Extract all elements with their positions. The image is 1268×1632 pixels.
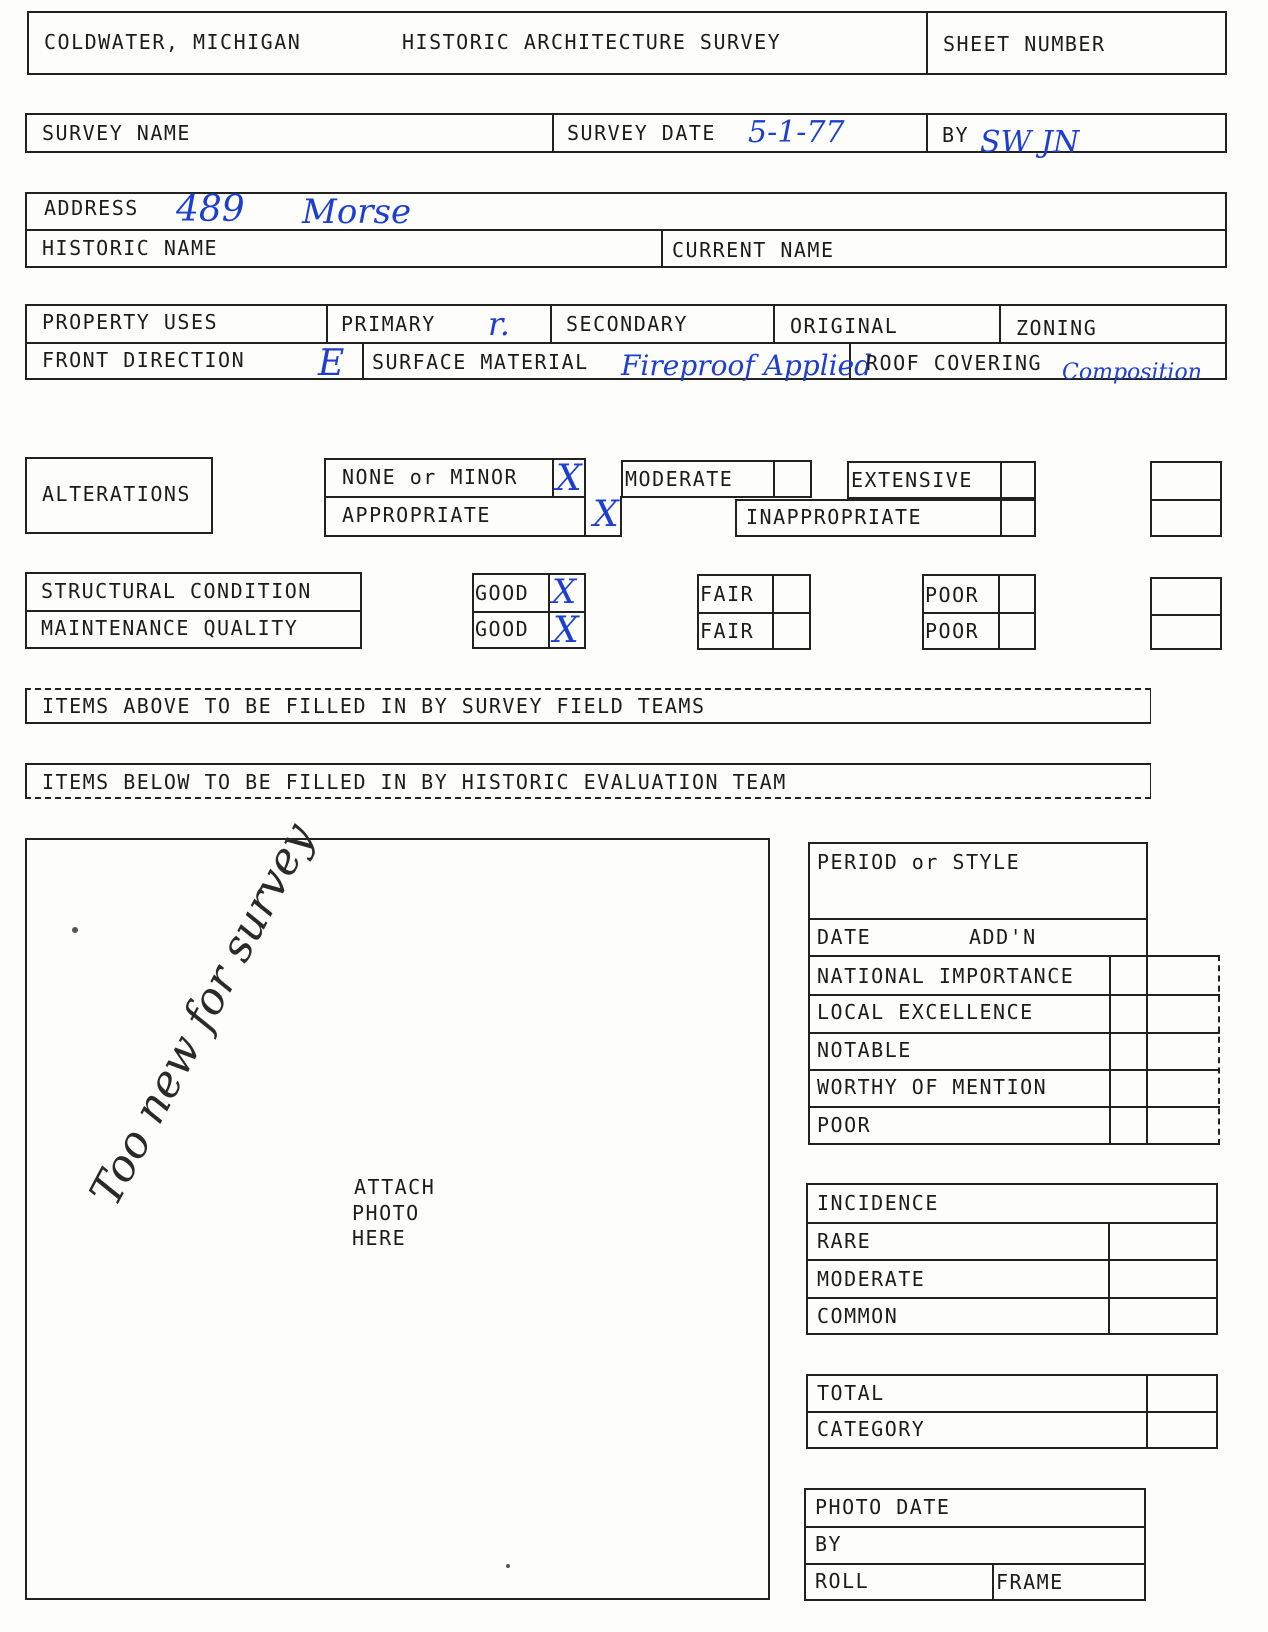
property-div-5 [362,342,364,380]
appropriate-mark[interactable]: X [593,494,619,535]
none-minor-mark[interactable]: X [556,458,582,499]
national-importance-label: NATIONAL IMPORTANCE [817,964,1075,988]
eval-score-divider [1109,955,1111,1145]
date-label: DATE [817,925,872,949]
paper-speck-2 [506,1564,510,1568]
roll-frame-divider [992,1563,994,1601]
total-label: TOTAL [817,1381,885,1405]
condition-label-divider [25,610,362,612]
survey-divider-1 [552,113,554,153]
header-city: COLDWATER, MICHIGAN [44,30,302,54]
structural-fair-label: FAIR [700,582,755,606]
property-uses-label: PROPERTY USES [42,310,219,334]
roof-covering-label: ROOF COVERING [866,351,1043,375]
inappropriate-label: INAPPROPRIATE [746,505,923,529]
photo-date-label: PHOTO DATE [815,1495,951,1519]
header-divider [926,11,928,75]
note-above: ITEMS ABOVE TO BE FILLED IN BY SURVEY FIELD TEAMS [42,694,706,718]
maintenance-good-mark[interactable]: X [553,610,579,651]
incidence-div-1 [806,1222,1218,1224]
eval-div-local [808,1032,1220,1034]
none-minor-label: NONE or MINOR [342,465,519,489]
front-direction-label: FRONT DIRECTION [42,348,246,372]
structural-poor-label: POOR [925,583,980,607]
eval-div-date [808,955,1220,957]
good-check-divider [548,573,550,649]
moderate-check-divider [773,460,775,498]
incidence-div-2 [806,1259,1218,1261]
surface-material-value[interactable]: Fireproof Applied [621,349,873,382]
property-div-1 [326,304,328,342]
note-below: ITEMS BELOW TO BE FILLED IN BY HISTORIC EVALUATION TEAM [42,770,787,794]
poor-row-divider [922,612,1036,614]
eval-div-notable [808,1069,1220,1071]
sheet-number-label: SHEET NUMBER [943,32,1106,56]
none-minor-check-divider [552,458,554,496]
address-label: ADDRESS [44,196,139,220]
photo-info-div-1 [804,1526,1146,1528]
eval-div-period [808,918,1148,920]
header-title: HISTORIC ARCHITECTURE SURVEY [402,30,782,54]
current-name-divider [661,229,663,268]
survey-by-label: BY [942,123,970,147]
roll-label: ROLL [815,1569,870,1593]
property-div-3 [773,304,775,342]
maintenance-quality-label: MAINTENANCE QUALITY [41,616,299,640]
front-direction-value[interactable]: E [318,343,345,384]
notable-label: NOTABLE [817,1038,912,1062]
attach-photo-line3: HERE [352,1226,407,1250]
none-minor-row-divider [324,496,586,498]
total-row-divider [806,1411,1218,1413]
survey-name-label: SURVEY NAME [42,121,191,145]
fair-row-divider [697,612,811,614]
survey-by-value[interactable]: SW JN [980,125,1080,160]
worthy-of-mention-label: WORTHY OF MENTION [817,1075,1048,1099]
alterations-score-divider [1150,499,1222,501]
primary-label: PRIMARY [341,312,436,336]
structural-condition-label: STRUCTURAL CONDITION [41,579,312,603]
maintenance-fair-label: FAIR [700,619,755,643]
eval-div-national [808,994,1220,996]
poor-check-divider [998,574,1000,650]
fair-check-divider [772,574,774,650]
photo-by-label: BY [815,1532,843,1556]
eval-poor-label: POOR [817,1113,872,1137]
maintenance-poor-label: POOR [925,619,980,643]
frame-label: FRAME [996,1570,1064,1594]
current-name-label: CURRENT NAME [672,238,835,262]
pencil-note: Too new for survey [80,815,325,1214]
attach-photo-line2: PHOTO [352,1201,420,1225]
survey-divider-2 [926,113,928,153]
secondary-label: SECONDARY [566,312,688,336]
historic-name-label: HISTORIC NAME [42,236,219,260]
total-score-divider [1146,1374,1148,1449]
structural-good-mark[interactable]: X [552,572,577,612]
incidence-moderate-label: MODERATE [817,1267,926,1291]
address-street[interactable]: Morse [302,192,412,232]
eval-div-poor [808,1143,1220,1145]
zoning-label: ZONING [1016,316,1098,340]
primary-value[interactable]: r. [488,305,510,343]
survey-date-label: SURVEY DATE [567,121,716,145]
extensive-label: EXTENSIVE [851,468,973,492]
eval-score-right [1218,955,1220,1145]
incidence-div-3 [806,1297,1218,1299]
property-div-2 [550,304,552,342]
attach-photo-line1: ATTACH [354,1175,436,1199]
category-label: CATEGORY [817,1417,926,1441]
moderate-label: MODERATE [625,467,734,491]
photo-info-div-2 [804,1563,1146,1565]
addn-label: ADD'N [969,925,1037,949]
common-label: COMMON [817,1304,899,1328]
period-style-label: PERIOD or STYLE [817,850,1021,874]
original-label: ORIGINAL [790,314,899,338]
incidence-score-divider [1108,1222,1110,1335]
eval-div-worthy [808,1106,1220,1108]
paper-speck [72,927,78,933]
property-div-4 [999,304,1001,342]
surface-material-label: SURFACE MATERIAL [372,350,589,374]
address-number[interactable]: 489 [176,189,245,230]
property-row-divider [25,342,1227,344]
structural-good-label: GOOD [475,581,530,605]
condition-score-divider [1150,614,1222,616]
maintenance-good-label: GOOD [475,617,530,641]
roof-covering-value[interactable]: Composition [1062,360,1202,385]
rare-label: RARE [817,1229,872,1253]
local-excellence-label: LOCAL EXCELLENCE [817,1000,1034,1024]
alterations-label: ALTERATIONS [42,482,191,506]
incidence-label: INCIDENCE [817,1191,939,1215]
survey-date-value[interactable]: 5-1-77 [748,115,845,150]
appropriate-label: APPROPRIATE [342,503,491,527]
